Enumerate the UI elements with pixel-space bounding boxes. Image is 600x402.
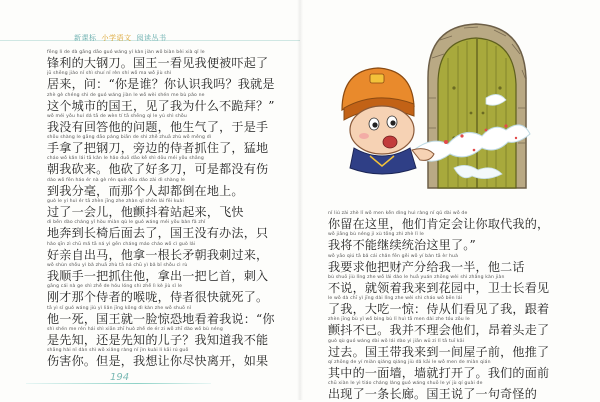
- pinyin-line: nǐ liú zài zhè lǐ wǒ men kěn dìng huì ràng nǐ qǔ dài wǒ de: [328, 211, 468, 216]
- text-line: [328, 316, 558, 337]
- pinyin-line: shāng hài nǐ dàn shì wǒ xiǎng ràng nǐ jìn kuài lí kāi rú guǒ: [47, 348, 189, 354]
- text-line: [47, 347, 277, 368]
- text-line: [328, 210, 558, 231]
- text-line: [328, 380, 558, 401]
- right-text-block: [328, 210, 558, 402]
- pinyin-line: wǒ shùn shǒu yì bǎ zhuā zhù tā ná chū yì bǎ bǐ shǒu cì rù: [47, 262, 188, 268]
- text-line: [47, 262, 277, 283]
- text-line: [47, 241, 277, 262]
- header-suffix: 阅读丛书: [136, 34, 167, 42]
- running-header: [74, 32, 167, 44]
- header-subject: 小学语文: [101, 34, 132, 42]
- text-line: [47, 92, 277, 113]
- pinyin-line: dì bēn dào cháng yǐ hòu miàn qù le guó wáng méi yǒu bàn fǎ zhǐ: [47, 220, 206, 226]
- hanzi-line: 不说，就领着我来到花园中，卫士长看见: [328, 280, 550, 295]
- text-line: [47, 177, 277, 198]
- pinyin-line: guò qù guó wáng dài wǒ lái dào yì jiān wū zi lǐ tā tuī kāi: [328, 338, 465, 344]
- hanzi-line: 是先知，还是先知的儿子？我知道我不能: [47, 332, 269, 347]
- text-line: [47, 49, 277, 70]
- hanzi-line: 我将不能继续统治这里了。”: [328, 238, 476, 253]
- hanzi-line: 锋利的大钢刀。国王一看见我便被吓起了: [47, 56, 269, 70]
- pinyin-line: hǎo qīn zì chū mǎ tā ná yì gēn cháng máo cháo wǒ cì guò lái: [47, 241, 196, 247]
- pinyin-line: wǒ yāo qiú tā bǎ cái chǎn fēn gěi wǒ yí bàn tā èr huà: [328, 253, 459, 259]
- hanzi-line: 伤害你。但是，我想让你尽快离开，如果: [47, 354, 269, 369]
- prince-face: [350, 106, 414, 154]
- text-line: [328, 359, 558, 380]
- hanzi-line: 朝我砍来。他砍了好多刀，可是都没有伤: [47, 162, 269, 177]
- pinyin-line: cháo wǒ kǎn lái tā kǎn le hǎo duō dāo kě shì dōu méi yǒu shāng: [47, 156, 204, 162]
- page-number: 194: [110, 372, 130, 383]
- left-text-block: [47, 49, 277, 368]
- left-page: [0, 0, 300, 400]
- hanzi-line: 出现了一条长廊。国王说了一句奇怪的: [328, 387, 537, 402]
- text-line: [47, 326, 277, 347]
- pinyin-line: fēng lì de dà gāng dāo guó wáng yí kàn jiàn wǒ biàn bèi xià qǐ le: [47, 50, 205, 55]
- hanzi-line: 他一死，国王就一脸惊恐地看着我说：“你: [47, 311, 275, 326]
- prince-and-magic-door-illustration: [336, 18, 546, 198]
- text-line: [47, 219, 277, 240]
- story-illustration: [336, 18, 546, 198]
- hanzi-line: 过去。国王带我来到一间屋子前，他推了: [328, 344, 550, 359]
- header-series: 新课标: [74, 34, 97, 42]
- text-line: [47, 283, 277, 304]
- pinyin-line: shì shén me rén hái shì xiān zhī huò zhě de ér zi wǒ zhī dào wǒ bù néng: [47, 326, 223, 332]
- text-line: [328, 338, 558, 359]
- pinyin-line: shǒu shàng le gāng dāo páng biān de shì zhě zhuā zhù wǒ měng dì: [47, 135, 212, 141]
- hanzi-line: 好亲自出马，他拿一根长矛朝我刺过来，: [47, 247, 269, 262]
- pinyin-line: le wǒ dà chī yì jīng dài lǐng zhe wèi shì cháo wǒ bēn lái: [328, 296, 463, 302]
- hanzi-line: 居来，问：“你是谁？你认识我吗？我就是: [47, 77, 275, 92]
- footer-rule: [26, 383, 211, 384]
- text-line: [47, 305, 277, 326]
- pinyin-line: zhè gè chéng shì de guó wáng jiàn le wǒ wèi shén me bù pǎo ne: [47, 92, 205, 98]
- text-line: [328, 274, 558, 295]
- hanzi-line: 地奔到长椅后面去了，国王没有办法，只: [47, 226, 269, 241]
- pinyin-line: qí zhōng de yí miàn qiáng qiáng jiù dǎ kāi le wǒ men de miàn qián: [328, 360, 491, 366]
- text-line: [47, 155, 277, 176]
- hanzi-line: 这个城市的国王，见了我为什么不跪拜？”: [47, 98, 275, 113]
- text-line: [47, 198, 277, 219]
- pinyin-line: wǒ jiāng bù néng jì xù tǒng zhì zhè lǐ le: [328, 232, 424, 238]
- text-line: [47, 134, 277, 155]
- pinyin-line: bù shuō jiù lǐng zhe wǒ lái dào le huā yuán zhōng wèi shì zhǎng kàn jiàn: [328, 274, 505, 280]
- hanzi-line: 我顺手一把抓住他，拿出一把匕首，刺入: [47, 268, 269, 283]
- text-line: [328, 231, 558, 252]
- text-line: [47, 70, 277, 91]
- hanzi-line: 我要求他把财产分给我一半，他二话: [328, 259, 525, 274]
- pinyin-line: chū xiàn le yì tiáo cháng láng guó wáng shuō le yí jù qí guài de: [328, 381, 483, 387]
- text-line: [47, 113, 277, 134]
- hanzi-line: 颤抖不已。我并不理会他们，昂着头走了: [328, 323, 550, 338]
- pinyin-line: jū shēng jiào nǐ shì shuí nǐ rèn shí wǒ ma wǒ jiù shì: [47, 71, 172, 77]
- hanzi-line: 其中的一面墙，墙就打开了。我们的面前: [328, 366, 550, 381]
- text-line: [328, 295, 558, 316]
- pinyin-line: wǒ méi yǒu huí dá tā de wèn tí tā shēng qì le yú shì shǒu: [47, 113, 187, 119]
- hanzi-line: 手拿了把钢刀，旁边的侍者抓住了，猛地: [47, 141, 269, 156]
- hanzi-line: 到我分毫，而那个人却都倒在地上。: [47, 183, 244, 198]
- pinyin-line: dào wǒ fēn háo ér nà gè rén què dōu dǎo zài dì shàng le: [47, 177, 185, 183]
- hanzi-line: 我没有回答他的问题，他生气了，于是手: [47, 119, 269, 134]
- hanzi-line: 你留在这里，他们肯定会让你取代我的，: [328, 217, 550, 231]
- hanzi-line: 刚才那个侍者的喉咙，侍者很快就死了。: [47, 290, 269, 305]
- pinyin-line: tā yì sǐ guó wáng jiù yì liǎn jīng kǒng dì kàn zhe wǒ shuō nǐ: [47, 305, 192, 311]
- pinyin-line: zhèn jīng bù yǐ wǒ bìng bù lǐ huì tā men dài zhe tóu zǒu le: [328, 317, 470, 323]
- hanzi-line: 过了一会儿，他颤抖着站起来，飞快: [47, 205, 244, 220]
- hanzi-line: 了我，大吃一惊：侍从们看见了我，跟着: [328, 302, 550, 317]
- pinyin-line: gāng cái nà ge shì zhě de hóu lóng shì zhě lì kè jiù sǐ le: [47, 284, 183, 290]
- pinyin-line: guò le yí huì ér tā zhèn jīng zhe zhàn qǐ shēn lái fēi kuài: [47, 199, 184, 205]
- text-line: [328, 253, 558, 274]
